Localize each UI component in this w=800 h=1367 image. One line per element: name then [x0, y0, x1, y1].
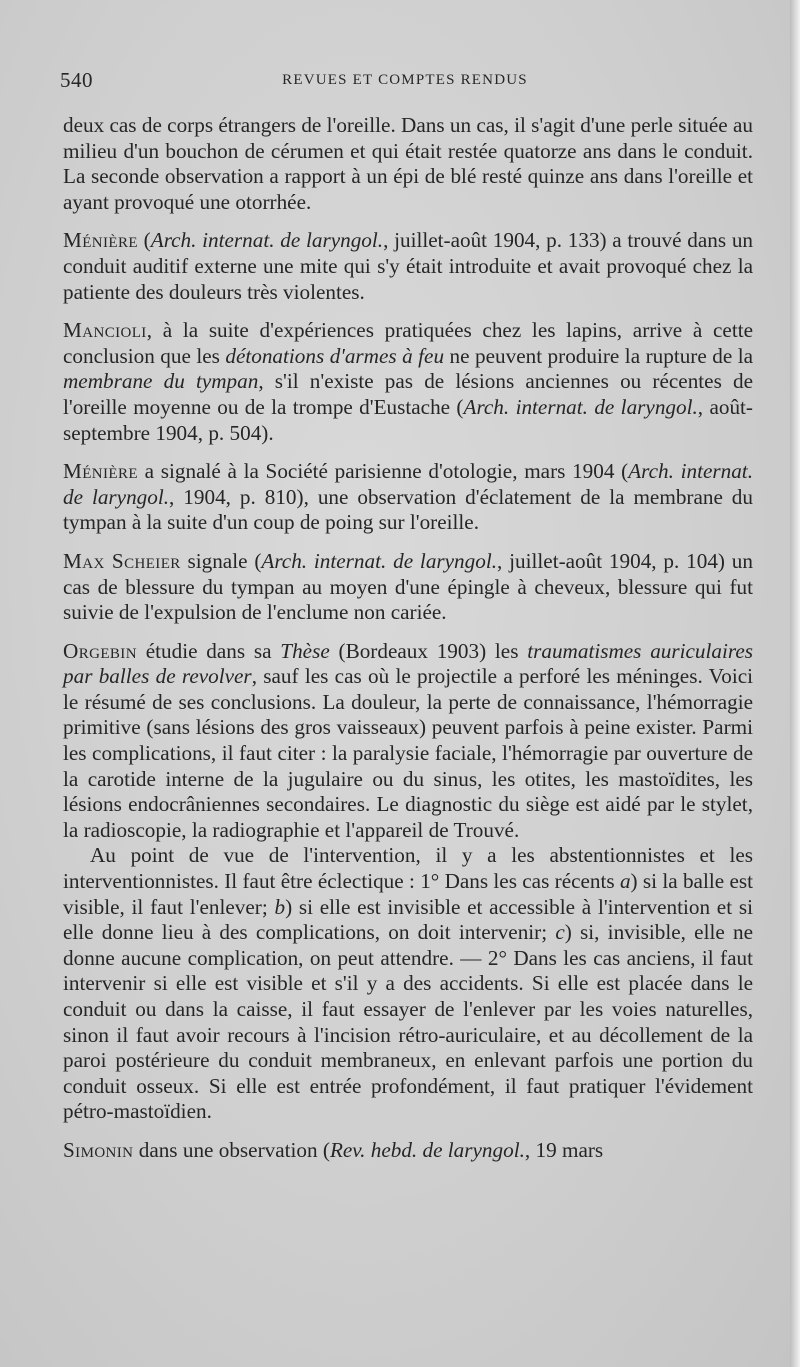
italic-text: Arch. internat. de laryngol.: [463, 394, 698, 419]
page-edge-shadow: [790, 0, 800, 1367]
running-head: REVUES ET COMPTES RENDUS: [282, 72, 528, 88]
text-run: dans une observation (: [133, 1137, 330, 1162]
paragraph-corps-etrangers: [63, 113, 753, 215]
page-number: 540: [60, 68, 93, 92]
text-run: , août-septembre 1904, p. 504).: [63, 394, 753, 445]
text-run: a signalé à la Société parisienne d'otologie, mars 1904 (: [137, 459, 629, 484]
text-run: Au point de vue de l'intervention, il y a les abstentionnistes et les interventionnistes. Il faut être éclectique : 1° Dans les cas récents: [63, 843, 753, 894]
author-name: Max Scheier: [63, 548, 181, 573]
italic-text: membrane du tympan: [63, 369, 259, 394]
text-run: , sauf les cas où le projectile a perforé les méninges. Voici le résumé de ses conclusions. La douleur, la perte de connaissance, l'hémorragie primitive (sans lésions des gros vaisseaux) peuvent parfois à peine exister. Parmi les complications, il faut citer : la paralysie faciale, l'hémorragie par ouverture de la carotide interne de la jugulaire ou du sinus, les otites, les mastoïdites, les lésions endocrâniennes secondaires. Le diagnostic du siège est aidé par le stylet, la radioscopie, la radiographie et l'appareil de Trouvé.: [63, 664, 753, 842]
author-name: Ménière: [63, 459, 138, 484]
paragraph-max-scheier: [63, 549, 753, 626]
author-name: Orgebin: [63, 638, 137, 663]
paragraph-intervention: [63, 843, 753, 1125]
paragraph-meniere-mite: [63, 228, 753, 305]
italic-text: b: [274, 894, 286, 919]
text-run: , 19 mars: [524, 1137, 604, 1162]
paragraph-orgebin: [63, 639, 753, 844]
text-run: , s'il n'existe pas de lésions anciennes ou récentes de l'oreille moyenne ou de la trompe d'Eustache (: [63, 369, 753, 419]
author-name: Mancioli: [63, 318, 147, 343]
text-run: , juillet-août 1904, p. 133) a trouvé dans un conduit auditif externe une mite qui s'y était introduite et avait provoqué chez la patiente des douleurs très violentes.: [63, 228, 754, 304]
paragraph-meniere-tympan: [63, 459, 753, 536]
text-run: , 1904, p. 810), une observation d'éclatement de la membrane du tympan à la suite d'un coup de poing sur l'oreille.: [63, 484, 753, 535]
author-name: Simonin: [63, 1137, 134, 1162]
text-run: ) si la balle est visible, il faut l'enlever;: [63, 869, 753, 919]
italic-text: traumatismes auriculaires par balles de revolver: [63, 638, 753, 689]
paragraph-simonin: [63, 1138, 753, 1164]
text-run: ) si elle est invisible et accessible à l'intervention et si elle donne lieu à des complications, on doit intervenir;: [63, 894, 753, 945]
italic-text: a: [619, 869, 631, 894]
author-name: Ménière: [63, 228, 138, 253]
body-text: [63, 113, 753, 1177]
italic-text: détonations d'armes à feu: [225, 343, 445, 368]
italic-text: Arch. internat. de laryngol.: [63, 459, 753, 509]
text-run: (: [137, 228, 151, 253]
paragraph-mancioli: [63, 318, 753, 446]
text-run: ) si, invisible, elle ne donne aucune complication, on peut attendre. — 2° Dans les cas anciens, il faut intervenir si elle est visible et s'il y a des accidents. Si elle est placée dans le conduit ou dans la caisse, il faut essayer de l'enlever par les voies naturelles, sinon il faut avoir recours à l'incision rétro-auriculaire, et au décollement de la paroi postérieure du conduit membraneux, en enlevant parfois une portion du conduit osseux. Si elle est entrée profondément, il faut pratiquer l'évidement pétro-mastoïdien.: [63, 920, 753, 1124]
text-run: (Bordeaux 1903) les: [329, 638, 528, 663]
text-run: , juillet-août 1904, p. 104) un cas de blessure du tympan au moyen d'une épingle à cheveux, blessure qui fut suivie de l'expulsion de l'enclume non cariée.: [63, 548, 753, 625]
italic-text: c: [555, 920, 565, 945]
italic-text: Thèse: [280, 638, 330, 663]
text-run: signale (: [180, 548, 262, 573]
italic-text: Arch. internat. de laryngol.: [261, 548, 498, 573]
italic-text: Arch. internat. de laryngol.: [150, 228, 384, 253]
italic-text: Rev. hebd. de laryngol.: [329, 1137, 525, 1162]
page-header: [60, 68, 750, 98]
text-run: deux cas de corps étrangers de l'oreille. Dans un cas, il s'agit d'une perle située au milieu d'un bouchon de cérumen et qui était restée quatorze ans dans le conduit. La seconde observation a rapport à un épi de blé resté quinze ans dans l'oreille et ayant provoqué une otorrhée.: [63, 113, 753, 214]
text-run: étudie dans sa: [136, 638, 281, 663]
text-run: ne peuvent produire la rupture de la: [444, 343, 754, 368]
text-run: , à la suite d'expériences pratiquées chez les lapins, arrive à cette conclusion que les: [63, 318, 753, 368]
